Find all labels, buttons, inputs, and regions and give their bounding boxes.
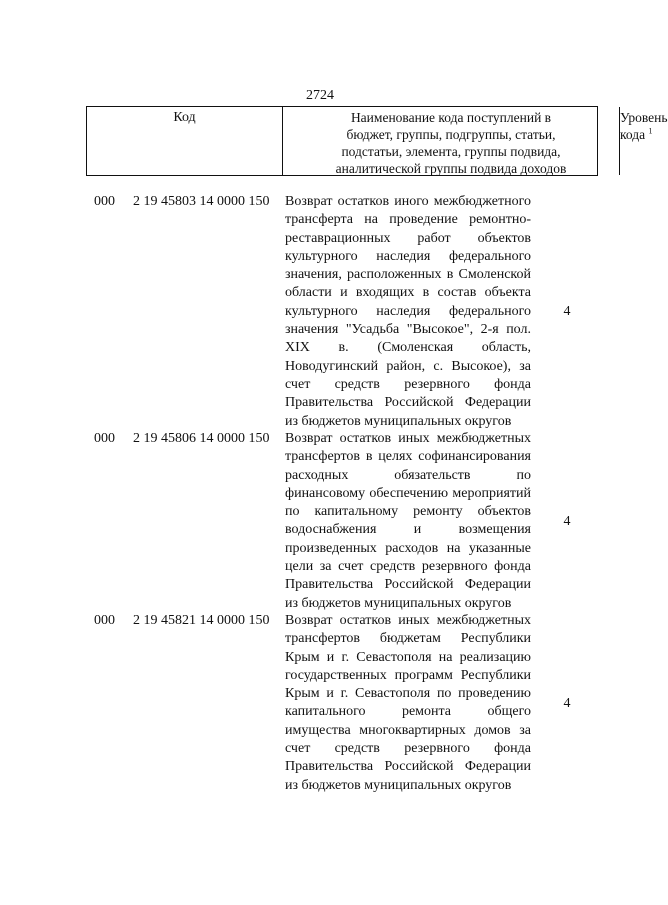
entry-line: имущества многоквартирных домов за <box>285 722 531 738</box>
entry-line: финансовому обеспечению мероприятий <box>285 485 531 501</box>
entry-line: из бюджетов муниципальных округов <box>285 595 512 611</box>
entry-prefix: 000 <box>94 613 115 628</box>
entry-line: счет средств резервного фонда <box>285 376 531 392</box>
entry-line: реставрационных работ объектов <box>285 230 531 246</box>
entry-line: Правительства Российской Федерации <box>285 395 531 411</box>
table-header: Код Наименование кода поступлений в бюджет, группы, подгруппы, статьи, подстатьи, элемента, группы подвида, аналитической группы подвида доходов Уровень кода $^1$ <box>86 106 598 176</box>
entry-level: 4 <box>563 514 571 529</box>
header-level-footnote: 1 <box>648 126 653 136</box>
entry-line: трансфертов в целях софинансирования <box>285 449 531 465</box>
entry-line: счет средств резервного фонда <box>285 741 531 757</box>
header-name-line: подстатьи, элемента, группы подвида, <box>341 144 561 159</box>
entry-code: 2 19 45821 14 0000 150 <box>133 613 270 628</box>
entry-line: расходных обязательств по <box>285 467 531 483</box>
header-code-column <box>87 107 283 175</box>
entry-code: 2 19 45803 14 0000 150 <box>133 194 270 209</box>
entry-description <box>285 193 531 431</box>
entry-line: водоснабжения и возмещения <box>285 522 531 538</box>
entry-line: значения "Усадьба "Высокое", 2-я пол. <box>285 322 531 338</box>
header-name-line: бюджет, группы, подгруппы, статьи, <box>346 127 556 142</box>
entry-line: Возврат остатков иных межбюджетных <box>285 431 531 446</box>
entry-level: 4 <box>563 696 571 711</box>
entry-line: капитального ремонта общего <box>285 704 531 720</box>
header-name-column <box>283 107 620 175</box>
entry-line: по капитальному ремонту объектов <box>285 504 531 520</box>
entry-line: культурного наследия федерального <box>285 248 531 264</box>
entry-prefix: 000 <box>94 194 115 209</box>
entry-line: Новодугинский район, с. Высокое), за <box>285 358 531 374</box>
entry-line: из бюджетов муниципальных округов <box>285 777 512 793</box>
header-name-line: аналитической группы подвида доходов <box>335 161 567 176</box>
entry-line: культурного наследия федерального <box>285 303 531 319</box>
entry-line: цели за счет средств резервного фонда <box>285 559 531 575</box>
entry-line: Правительства Российской Федерации <box>285 759 531 775</box>
header-name-line: Наименование кода поступлений в <box>350 110 552 125</box>
page-number: 2724 <box>306 88 334 103</box>
entry-description <box>285 612 531 795</box>
entry-line: произведенных расходов на указанные <box>285 540 531 556</box>
entry-line: Правительства Российской Федерации <box>285 577 531 593</box>
entry-line: из бюджетов муниципальных округов <box>285 413 512 429</box>
entry-line: Возврат остатков иного межбюджетного <box>285 194 531 209</box>
entry-line: государственных программ Республики <box>285 667 531 683</box>
entry-prefix: 000 <box>94 431 115 446</box>
entry-line: значения, расположенных в Смоленской <box>285 267 531 283</box>
entry-code: 2 19 45806 14 0000 150 <box>133 431 270 446</box>
header-code-label: Код <box>173 110 196 125</box>
entry-line: XIX в. (Смоленская область, <box>285 340 531 356</box>
entry-level: 4 <box>563 304 571 319</box>
entry-line: области и входящих в состав объекта <box>285 285 531 301</box>
entry-line: Крым и г. Севастополя на реализацию <box>285 649 531 665</box>
entry-line: Крым и г. Севастополя по проведению <box>285 686 531 702</box>
entry-line: Возврат остатков иных межбюджетных <box>285 613 531 628</box>
entry-description <box>285 430 531 613</box>
entry-line: трансфертов бюджетам Республики <box>285 631 531 647</box>
entry-line: трансферта на проведение ремонтно- <box>285 212 531 228</box>
